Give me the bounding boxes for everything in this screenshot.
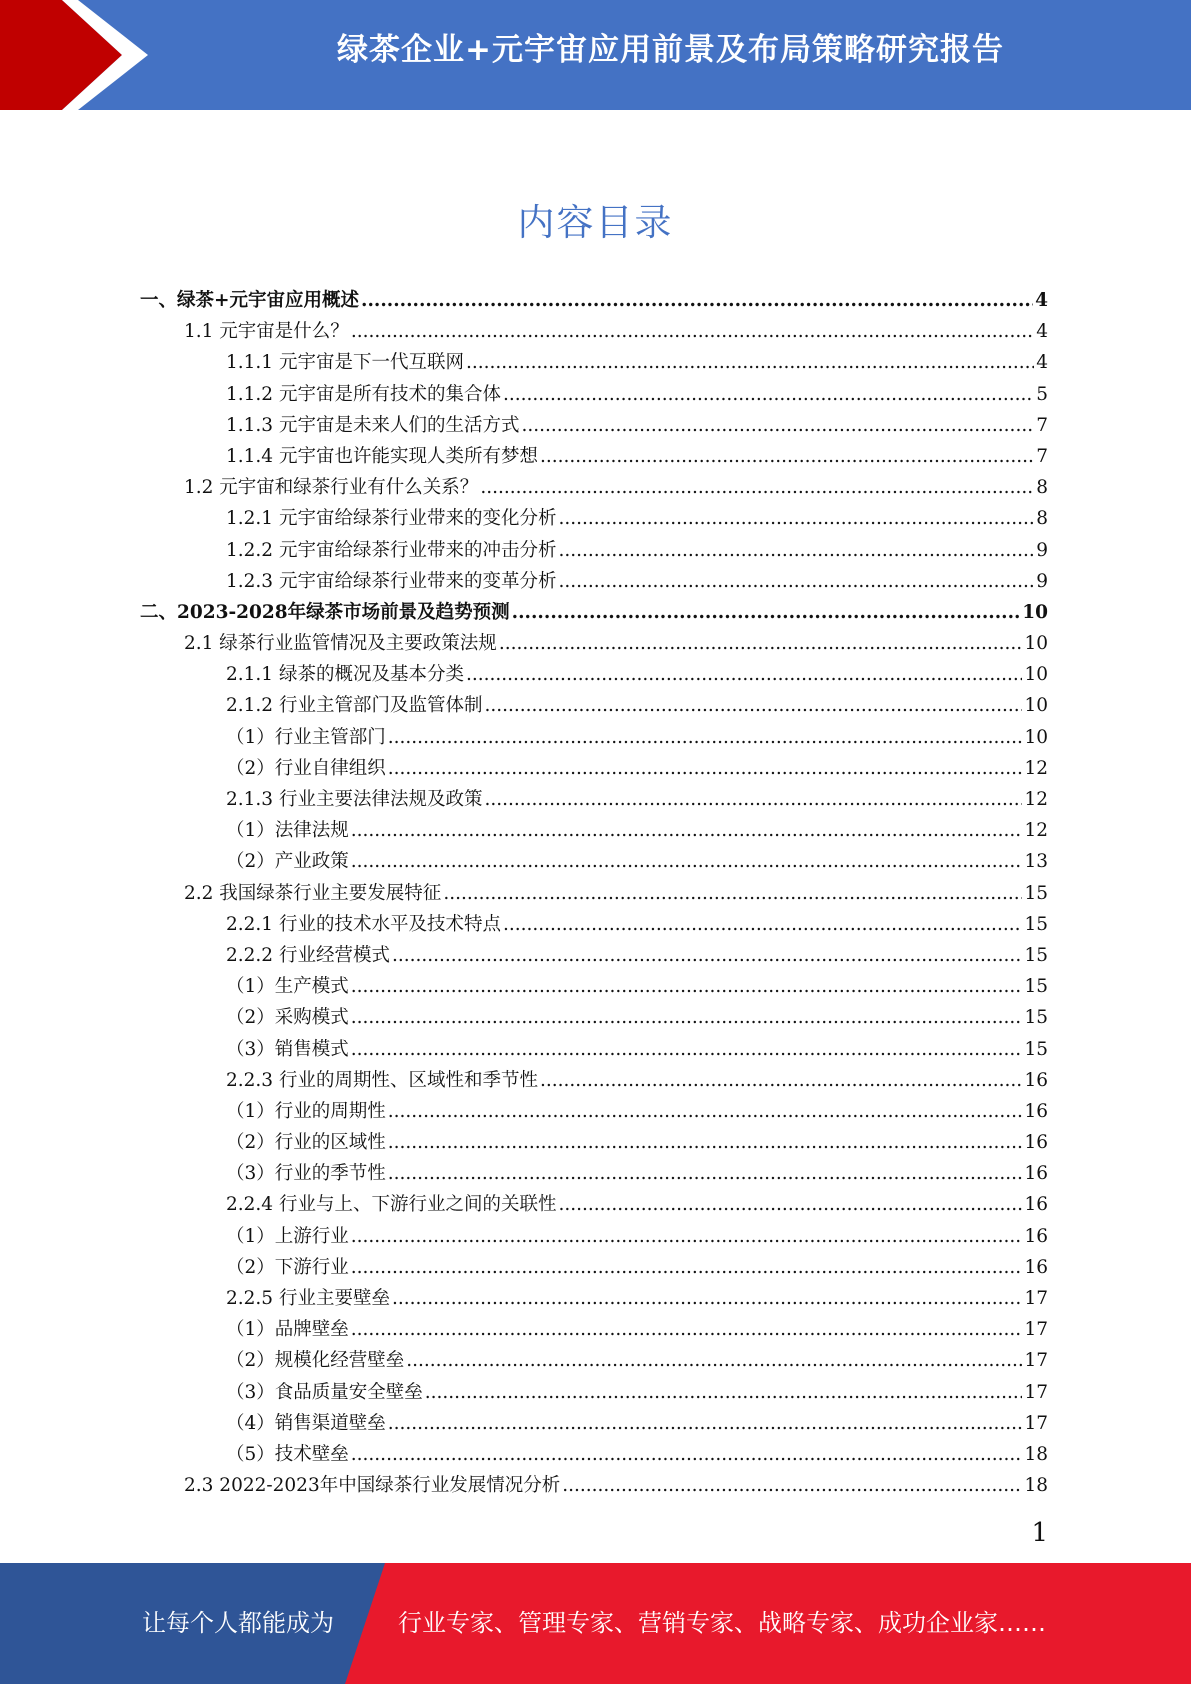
toc-entry-page: 9	[1036, 539, 1048, 561]
toc-entry-page: 7	[1036, 414, 1048, 436]
toc-entry-label: 2.3 2022-2023年中国绿茶行业发展情况分析	[184, 1475, 561, 1497]
toc-entry[interactable]	[140, 1377, 1048, 1408]
footer-slogan-left: 让每个人都能成为	[142, 1609, 334, 1637]
toc-entry-page: 13	[1024, 851, 1048, 873]
toc-entry-page: 18	[1024, 1443, 1048, 1465]
toc-entry-label: 2.1 绿茶行业监管情况及主要政策法规	[184, 633, 497, 655]
toc-entry-label: 2.1.3 行业主要法律法规及政策	[226, 789, 483, 810]
toc-entry[interactable]	[140, 347, 1048, 378]
toc-heading: 内容目录	[517, 201, 674, 244]
toc-entry[interactable]	[140, 909, 1048, 940]
toc-entry-label: （3）行业的季节性	[226, 1163, 386, 1185]
toc-entry-label: 1.1.2 元宇宙是所有技术的集合体	[226, 383, 501, 405]
toc-entry[interactable]	[140, 971, 1048, 1002]
toc-entry[interactable]	[140, 1221, 1048, 1252]
toc-entry-label: （2）规模化经营壁垒	[226, 1350, 405, 1372]
toc-dot-leader	[480, 472, 1034, 503]
toc-dot-leader	[558, 1189, 1022, 1220]
toc-dot-leader	[351, 815, 1023, 846]
toc-dot-leader	[392, 940, 1022, 971]
toc-entry-label: （2）行业的区域性	[226, 1132, 386, 1154]
toc-entry-label: 2.1.2 行业主管部门及监管体制	[226, 695, 483, 717]
toc-entry-page: 17	[1024, 1350, 1048, 1372]
toc-dot-leader	[562, 1470, 1022, 1501]
toc-entry-page: 15	[1024, 1007, 1048, 1029]
toc-entry-page: 10	[1024, 726, 1048, 748]
toc-entry[interactable]	[140, 316, 1048, 347]
toc-dot-leader	[388, 1158, 1023, 1189]
toc-entry-page: 10	[1024, 633, 1048, 655]
toc-entry-label: 二、2023-2028年绿茶市场前景及趋势预测	[140, 601, 510, 623]
toc-entry-label: （1）品牌壁垒	[226, 1319, 349, 1341]
toc-entry-label: （1）行业的周期性	[226, 1100, 386, 1122]
toc-entry-label: 1.2.2 元宇宙给绿茶行业带来的冲击分析	[226, 539, 557, 561]
toc-entry-label: （4）销售渠道壁垒	[226, 1412, 386, 1434]
toc-entry-label: 1.2.3 元宇宙给绿茶行业带来的变革分析	[226, 570, 557, 592]
toc-entry-page: 15	[1024, 1038, 1048, 1060]
toc-entry-page: 16	[1024, 1256, 1048, 1278]
toc-entry-label: 1.1.3 元宇宙是未来人们的生活方式	[226, 414, 520, 436]
toc-dot-leader	[466, 659, 1022, 690]
toc-entry-page: 16	[1024, 1069, 1048, 1091]
toc-entry[interactable]	[140, 1283, 1048, 1314]
toc-entry-page: 10	[1024, 664, 1048, 686]
toc-entry-page: 15	[1024, 944, 1048, 966]
toc-entry-page: 8	[1036, 477, 1048, 499]
toc-dot-leader	[512, 597, 1021, 628]
toc-dot-leader	[540, 441, 1034, 472]
toc-entry[interactable]	[140, 1470, 1048, 1501]
toc-entry[interactable]	[140, 1439, 1048, 1470]
toc-entry[interactable]	[140, 503, 1048, 534]
toc-dot-leader	[351, 1252, 1023, 1283]
toc-entry-label: （1）生产模式	[226, 976, 349, 998]
toc-dot-leader	[425, 1377, 1023, 1408]
toc-entry-page: 4	[1035, 290, 1048, 311]
toc-entry-page: 17	[1024, 1412, 1048, 1434]
toc-entry[interactable]	[140, 597, 1048, 628]
toc-entry[interactable]	[140, 846, 1048, 877]
toc-entry[interactable]	[140, 566, 1048, 597]
toc-entry-label: 1.1.4 元宇宙也许能实现人类所有梦想	[226, 445, 538, 467]
report-title: 绿茶企业+元宇宙应用前景及布局策略研究报告	[337, 32, 1004, 68]
toc-entry[interactable]	[140, 535, 1048, 566]
toc-dot-leader	[521, 410, 1034, 441]
toc-entry-page: 4	[1036, 352, 1048, 374]
toc-entry-page: 9	[1036, 570, 1048, 592]
toc-entry-page: 17	[1024, 1381, 1048, 1403]
toc-dot-leader	[351, 316, 1034, 347]
toc-entry-page: 12	[1024, 820, 1048, 842]
toc-entry-label: （1）行业主管部门	[226, 726, 386, 748]
toc-entry-label: 1.2.1 元宇宙给绿茶行业带来的变化分析	[226, 508, 557, 530]
toc-entry-label: （5）技术壁垒	[226, 1443, 349, 1465]
footer-slogan-right: 行业专家、管理专家、营销专家、战略专家、成功企业家……	[398, 1609, 1046, 1637]
page-header	[0, 0, 1191, 110]
toc-entry[interactable]	[140, 659, 1048, 690]
toc-entry[interactable]	[140, 753, 1048, 784]
toc-entry[interactable]	[140, 1189, 1048, 1220]
table-of-contents	[140, 285, 1048, 1501]
toc-dot-leader	[351, 1439, 1023, 1470]
toc-entry[interactable]	[140, 379, 1048, 410]
toc-entry-label: 2.2.2 行业经营模式	[226, 944, 390, 966]
toc-entry[interactable]	[140, 410, 1048, 441]
toc-entry[interactable]	[140, 784, 1048, 815]
toc-entry-label: （2）下游行业	[226, 1256, 349, 1278]
toc-entry-page: 17	[1024, 1288, 1048, 1309]
toc-entry-label: 1.1 元宇宙是什么？	[184, 321, 349, 343]
toc-entry[interactable]	[140, 441, 1048, 472]
toc-entry-page: 7	[1036, 445, 1048, 467]
toc-entry-label: （2）行业自律组织	[226, 757, 386, 779]
page-number: 1	[1031, 1518, 1048, 1548]
toc-dot-leader	[484, 690, 1022, 721]
toc-entry-page: 4	[1036, 321, 1048, 343]
toc-entry[interactable]	[140, 1096, 1048, 1127]
toc-dot-leader	[499, 628, 1023, 659]
toc-entry-label: （3）销售模式	[226, 1038, 349, 1060]
toc-dot-leader	[558, 566, 1034, 597]
toc-entry-label: 2.1.1 绿茶的概况及基本分类	[226, 664, 464, 686]
toc-dot-leader	[540, 1065, 1022, 1096]
toc-entry-page: 16	[1024, 1194, 1048, 1216]
toc-dot-leader	[351, 1314, 1023, 1345]
toc-entry[interactable]	[140, 878, 1048, 909]
toc-dot-leader	[351, 971, 1023, 1002]
toc-entry[interactable]	[140, 285, 1048, 316]
toc-dot-leader	[351, 1034, 1023, 1065]
toc-entry-page: 12	[1024, 757, 1048, 779]
toc-entry[interactable]	[140, 1314, 1048, 1345]
toc-entry-label: （1）法律法规	[226, 820, 349, 842]
toc-entry-page: 12	[1024, 789, 1048, 810]
toc-entry-page: 15	[1024, 913, 1048, 935]
toc-entry-label: 2.2.1 行业的技术水平及技术特点	[226, 913, 501, 935]
toc-dot-leader	[351, 846, 1023, 877]
toc-entry[interactable]	[140, 1127, 1048, 1158]
toc-dot-leader	[351, 1002, 1023, 1033]
toc-entry-label: 一、绿茶+元宇宙应用概述	[140, 290, 360, 311]
toc-entry-label: 2.2.4 行业与上、下游行业之间的关联性	[226, 1194, 557, 1216]
toc-dot-leader	[558, 503, 1034, 534]
toc-entry-label: （1）上游行业	[226, 1225, 349, 1247]
toc-entry[interactable]	[140, 1065, 1048, 1096]
toc-entry-page: 18	[1024, 1475, 1048, 1497]
toc-entry-label: （2）采购模式	[226, 1007, 349, 1029]
toc-entry-label: 2.2.3 行业的周期性、区域性和季节性	[226, 1069, 538, 1091]
toc-dot-leader	[392, 1283, 1022, 1314]
toc-dot-leader	[351, 1221, 1023, 1252]
toc-entry[interactable]	[140, 1158, 1048, 1189]
toc-entry-label: （3）食品质量安全壁垒	[226, 1381, 423, 1403]
toc-entry-page: 5	[1036, 383, 1048, 405]
toc-entry-label: 1.2 元宇宙和绿茶行业有什么关系？	[184, 477, 479, 499]
toc-entry-label: 1.1.1 元宇宙是下一代互联网	[226, 352, 464, 374]
toc-entry[interactable]	[140, 690, 1048, 721]
toc-entry-page: 16	[1024, 1132, 1048, 1154]
toc-entry[interactable]	[140, 1002, 1048, 1033]
toc-entry-page: 16	[1024, 1225, 1048, 1247]
toc-entry-page: 16	[1024, 1100, 1048, 1122]
toc-dot-leader	[388, 1096, 1023, 1127]
toc-entry[interactable]	[140, 1408, 1048, 1439]
toc-dot-leader	[443, 878, 1022, 909]
toc-entry[interactable]	[140, 940, 1048, 971]
toc-dot-leader	[388, 1127, 1023, 1158]
toc-dot-leader	[361, 285, 1033, 316]
toc-entry[interactable]	[140, 1345, 1048, 1376]
toc-entry[interactable]	[140, 722, 1048, 753]
toc-dot-leader	[558, 535, 1034, 566]
toc-entry[interactable]	[140, 815, 1048, 846]
toc-entry-page: 10	[1024, 695, 1048, 717]
toc-entry[interactable]	[140, 1034, 1048, 1065]
toc-entry-page: 17	[1024, 1319, 1048, 1341]
toc-dot-leader	[503, 379, 1034, 410]
toc-entry-label: 2.2.5 行业主要壁垒	[226, 1288, 390, 1309]
toc-entry-label: （2）产业政策	[226, 851, 349, 873]
toc-entry-page: 10	[1022, 601, 1048, 623]
toc-dot-leader	[388, 753, 1023, 784]
toc-entry-page: 8	[1036, 508, 1048, 530]
toc-entry[interactable]	[140, 1252, 1048, 1283]
toc-entry[interactable]	[140, 628, 1048, 659]
toc-dot-leader	[484, 784, 1022, 815]
toc-dot-leader	[388, 722, 1023, 753]
toc-entry-page: 15	[1024, 882, 1048, 904]
toc-dot-leader	[466, 347, 1034, 378]
toc-entry[interactable]	[140, 472, 1048, 503]
toc-entry-page: 15	[1024, 976, 1048, 998]
toc-dot-leader	[503, 909, 1022, 940]
toc-entry-label: 2.2 我国绿茶行业主要发展特征	[184, 882, 442, 904]
toc-dot-leader	[406, 1345, 1022, 1376]
toc-entry-page: 16	[1024, 1163, 1048, 1185]
page-footer	[0, 1563, 1191, 1684]
toc-dot-leader	[388, 1408, 1023, 1439]
